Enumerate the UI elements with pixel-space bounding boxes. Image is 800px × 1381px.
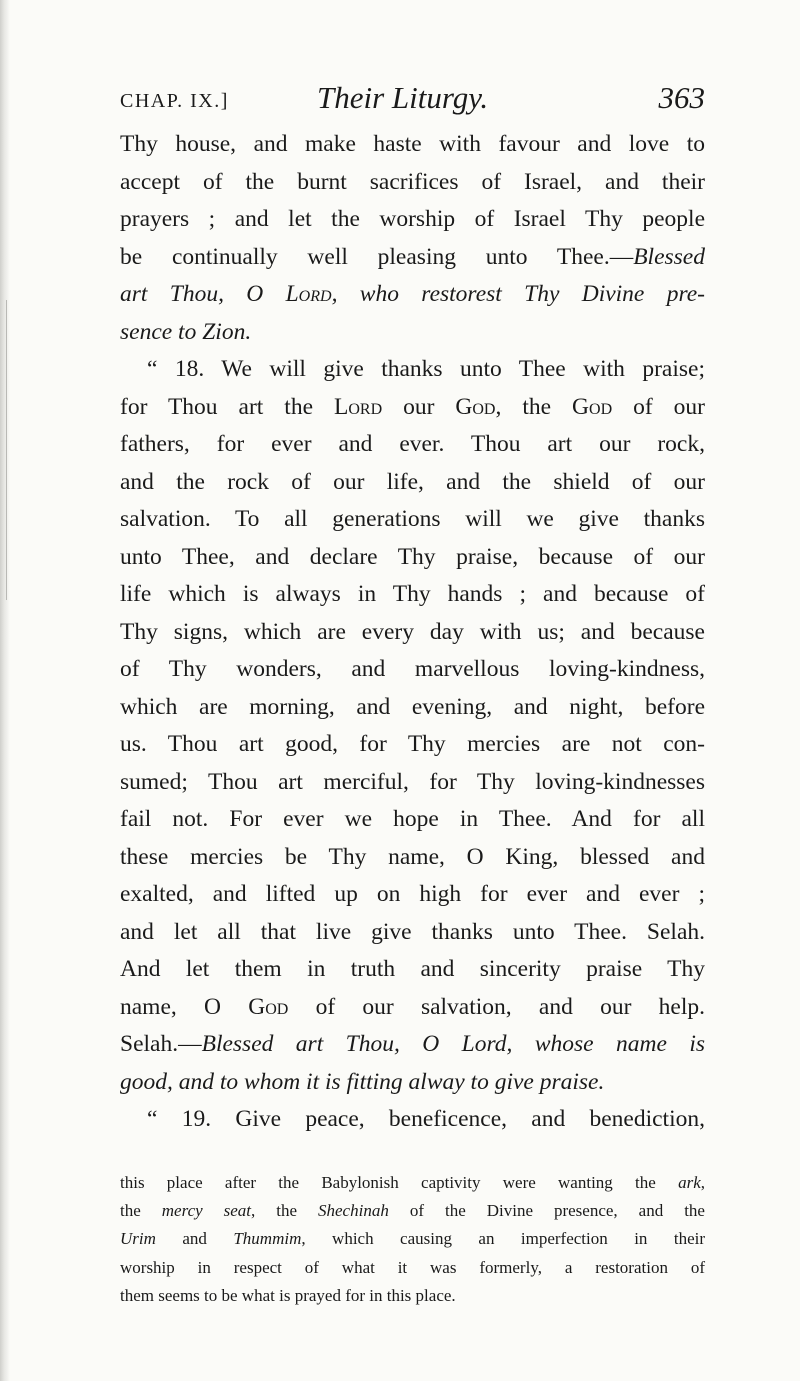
- italic-span: Thummim: [233, 1229, 302, 1249]
- paragraph-19-start: “ 19. Give peace, beneficence, and benediction,: [147, 1106, 705, 1132]
- text-line: unto Thee, and declare Thy praise, because of our: [120, 543, 705, 570]
- text-line: fail not. For ever we hope in Thee. And for all: [120, 806, 705, 832]
- footnote-line: [120, 1197, 705, 1225]
- paragraph-18-start: “ 18. We will give thanks unto Thee with praise;: [147, 356, 705, 382]
- footnote-line: worship in respect of what it was formerly, a restoration of: [120, 1257, 705, 1277]
- text-line: of Thy wonders, and marvellous loving-kindness,: [120, 656, 705, 682]
- page-number: 363: [658, 80, 705, 115]
- text-span: this place after the Babylonish captivity were wanting the: [120, 1173, 679, 1192]
- chapter-heading: CHAP. IX.]: [120, 90, 229, 112]
- text-line: [120, 989, 705, 1027]
- text-line: And let them in truth and sincerity praise Thy: [120, 956, 705, 982]
- text-span: of our salvation, and our help.: [288, 993, 705, 1020]
- small-caps-god: God: [248, 993, 289, 1020]
- text-span: art Thou, O: [120, 281, 286, 307]
- text-span: for Thou art the: [120, 393, 334, 420]
- text-line: us. Thou art good, for Thy mercies are not con-: [120, 731, 705, 757]
- text-span: , which causing an imperfection in their: [301, 1229, 706, 1249]
- italic-span: Blessed art Thou, O Lord, whose name is: [201, 1031, 705, 1057]
- text-line: sence to Zion.: [120, 318, 252, 345]
- page-edge-shadow: [0, 0, 10, 1381]
- text-span: name, O: [120, 993, 249, 1020]
- footnote-line: them seems to be what is prayed for in this place.: [120, 1285, 456, 1305]
- italic-span: Shechinah: [318, 1201, 389, 1221]
- small-caps-god: God: [455, 393, 496, 420]
- text-line: these mercies be Thy name, O King, blessed and: [120, 843, 705, 870]
- footnote-line: [120, 1169, 705, 1197]
- text-span: and: [155, 1229, 234, 1249]
- text-span: Selah.—: [120, 1031, 202, 1057]
- text-line: salvation. To all generations will we give thanks: [120, 506, 705, 532]
- text-span: be continually well pleasing unto Thee.—: [120, 243, 634, 270]
- footnote: [120, 1169, 705, 1310]
- footnote-line: [120, 1225, 705, 1253]
- text-line: [120, 389, 705, 427]
- italic-span: Blessed: [633, 243, 705, 270]
- text-span: our: [382, 393, 456, 420]
- text-line: Thy house, and make haste with favour and love to: [120, 131, 705, 157]
- text-line: good, and to whom it is fitting alway to give praise.: [120, 1068, 605, 1095]
- text-line: accept of the burnt sacrifices of Israel, and their: [120, 168, 705, 195]
- text-span: of the Divine presence, and the: [388, 1201, 705, 1221]
- text-span: , the: [251, 1201, 319, 1221]
- text-line: [120, 1026, 705, 1064]
- running-header: [120, 76, 705, 126]
- text-line: fathers, for ever and ever. Thou art our rock,: [120, 431, 705, 457]
- text-line: life which is always in Thy hands ; and because of: [120, 581, 705, 607]
- text-span: of our: [612, 393, 705, 420]
- text-span: , the: [495, 393, 573, 420]
- text-line: [120, 239, 705, 277]
- small-caps-lord: Lord: [333, 393, 383, 420]
- text-line: sumed; Thou art merciful, for Thy loving-kindnesses: [120, 768, 705, 795]
- text-span: the: [120, 1201, 162, 1221]
- text-span: ,: [700, 1173, 705, 1192]
- italic-span: mercy seat: [161, 1201, 252, 1221]
- text-line: prayers ; and let the worship of Israel Thy people: [120, 206, 705, 232]
- page-edge-line: [6, 300, 7, 600]
- main-text: [120, 126, 705, 1139]
- running-title: Their Liturgy.: [317, 80, 489, 115]
- text-line: exalted, and lifted up on high for ever and ever ;: [120, 881, 705, 907]
- small-caps-god: God: [572, 393, 613, 420]
- italic-span: Urim: [120, 1229, 156, 1249]
- text-line: Thy signs, which are every day with us; and because: [120, 618, 705, 645]
- text-line: [120, 276, 705, 314]
- text-line: which are morning, and evening, and night, before: [120, 693, 705, 720]
- italic-span: ark: [678, 1173, 701, 1192]
- text-span: , who restorest Thy Divine pre-: [331, 281, 705, 307]
- text-line: and the rock of our life, and the shield of our: [120, 468, 705, 495]
- text-line: and let all that live give thanks unto Thee. Selah.: [120, 918, 705, 945]
- small-caps-lord: Lord: [285, 281, 332, 307]
